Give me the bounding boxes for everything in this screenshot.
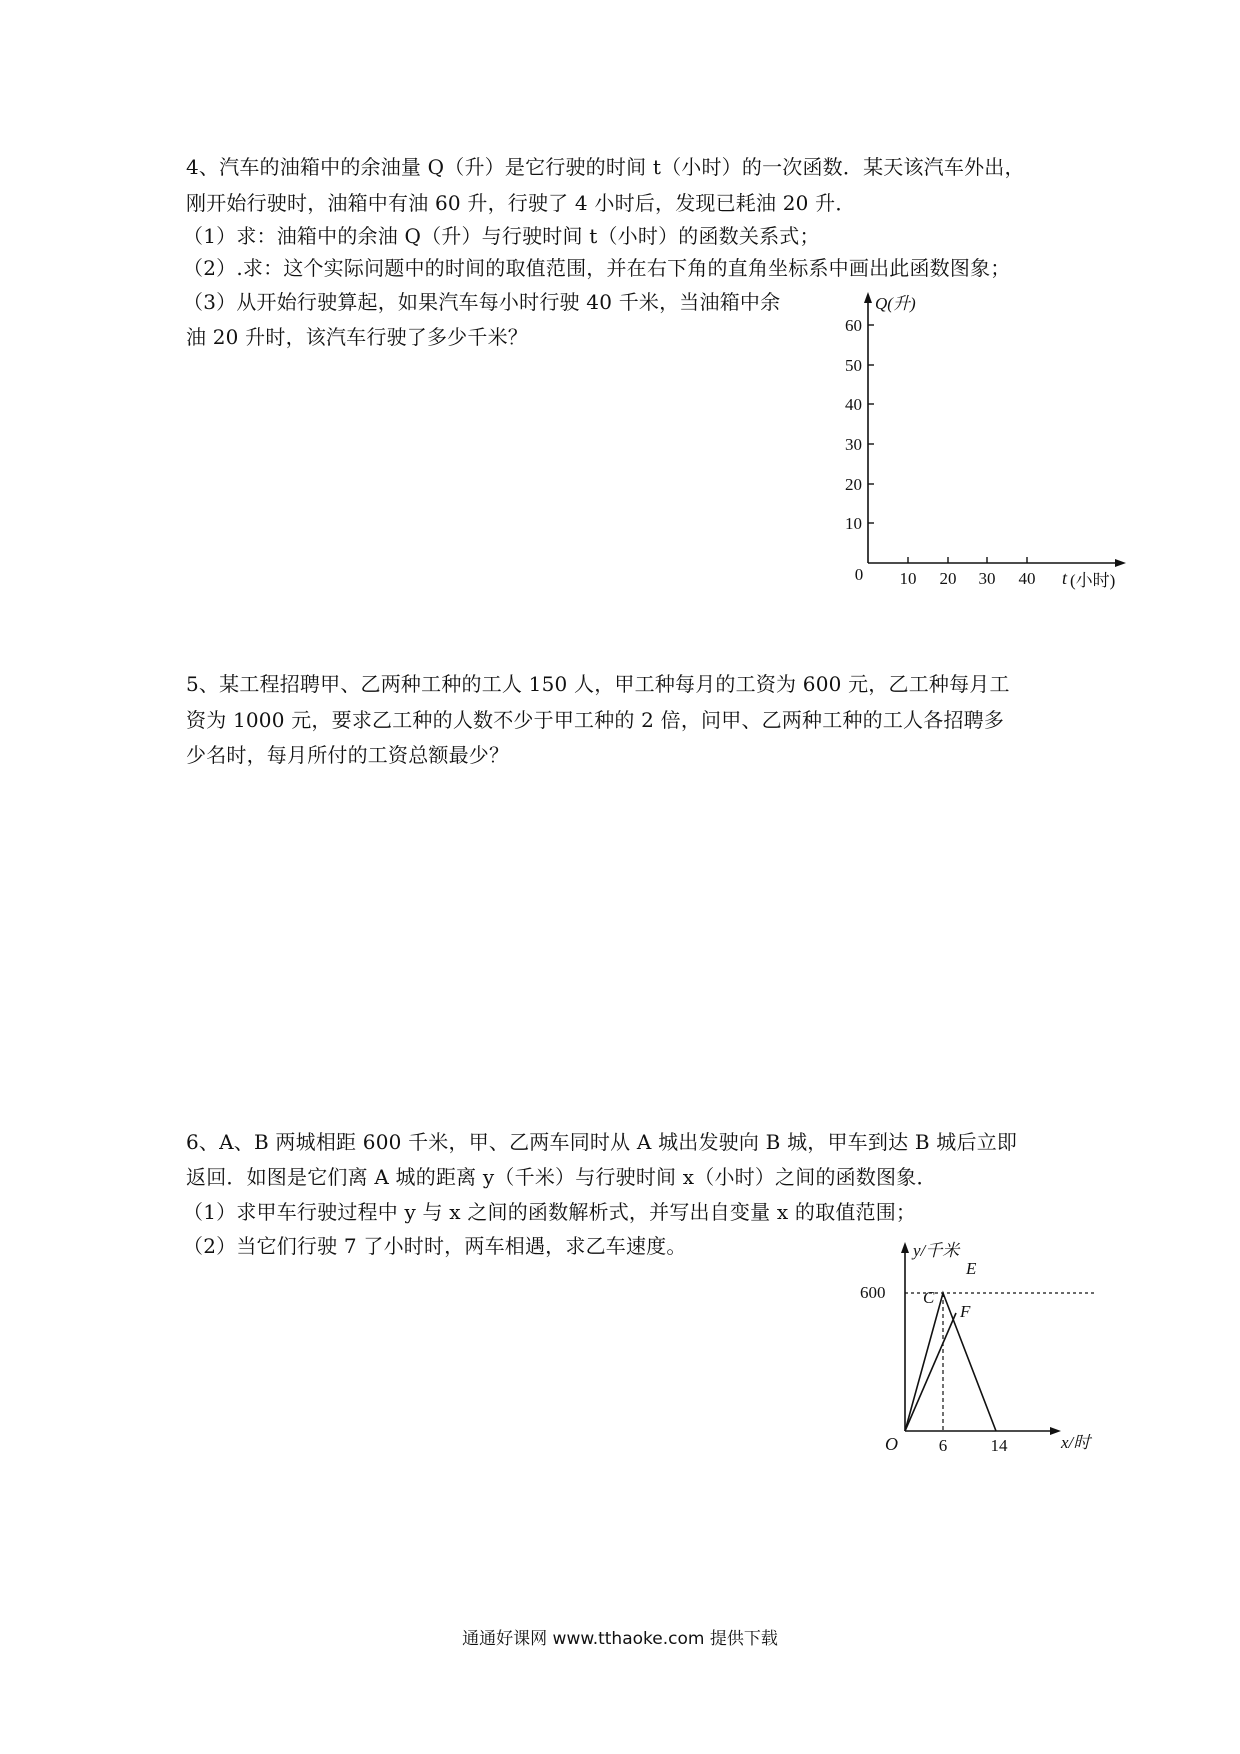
q6-x-axis-arrow [1050, 1427, 1061, 1435]
q6-car-jia-line [905, 1293, 996, 1431]
q4-y-axis-arrow [864, 292, 872, 303]
q6-y-axis-label: y/千米 [913, 1241, 960, 1260]
q4-y-tick-50: 50 [845, 356, 862, 375]
q4-y-tick-marks [868, 325, 874, 523]
page-footer: 通通好课网 www.tthaoke.com 提供下载 [462, 1629, 778, 1649]
q6-point-label-e: E [966, 1259, 977, 1278]
q4-x-tick-20: 20 [939, 569, 957, 588]
q6-line-4: （2）当它们行驶 7 了小时时，两车相遇，求乙车速度。 [183, 1234, 687, 1258]
q6-car-yi-line [905, 1313, 956, 1431]
q6-line-2: 返回．如图是它们离 A 城的距离 y（千米）与行驶时间 x（小时）之间的函数图象． [186, 1165, 937, 1189]
q6-line-1: 6、A、B 两城相距 600 千米，甲、乙两车同时从 A 城出发驶向 B 城，甲车到达 B 城后立即 [186, 1130, 1018, 1154]
q4-x-tick-30: 30 [978, 569, 996, 588]
q4-y-tick-40: 40 [845, 395, 862, 414]
q6-distance-time-figure [855, 1240, 1115, 1465]
q5-line-3: 少名时，每月所付的工资总额最少？ [186, 743, 510, 767]
q6-y-value-600: 600 [860, 1283, 886, 1302]
q6-y-axis-arrow [901, 1242, 909, 1253]
q4-y-tick-60: 60 [845, 316, 862, 335]
q4-line-5: （3）从开始行驶算起，如果汽车每小时行驶 40 千米，当油箱中余 [183, 290, 781, 314]
q4-line-2: 刚开始行驶时，油箱中有油 60 升，行驶了 4 小时后，发现已耗油 20 升． [186, 191, 856, 215]
q6-point-label-c: C [923, 1288, 935, 1307]
q4-line-4: （2）.求：这个实际问题中的时间的取值范围，并在右下角的直角坐标系中画出此函数图象； [183, 256, 1011, 280]
q4-x-axis-arrow [1115, 559, 1126, 567]
q4-line-6: 油 20 升时，该汽车行驶了多少千米？ [186, 325, 528, 349]
q6-line-3: （1）求甲车行驶过程中 y 与 x 之间的函数解析式，并写出自变量 x 的取值范围； [183, 1200, 917, 1224]
q4-line-3: （1）求：油箱中的余油 Q（升）与行驶时间 t（小时）的函数关系式； [183, 224, 820, 248]
q4-y-tick-30: 30 [845, 435, 862, 454]
q4-x-axis-label-var: t [1062, 568, 1068, 588]
q4-x-tick-marks [908, 557, 1027, 563]
q4-y-tick-10: 10 [845, 514, 862, 533]
q4-coordinate-figure [820, 290, 1140, 610]
q6-x-value-6: 6 [938, 1436, 948, 1455]
q6-origin-label: O [885, 1434, 898, 1454]
q4-y-tick-20: 20 [845, 475, 862, 494]
q4-line-1: 4、汽车的油箱中的余油量 Q（升）是它行驶的时间 t（小时）的一次函数．某天该汽车外出， [186, 155, 1025, 179]
q4-y-axis-label: Q(升) [875, 294, 916, 313]
q5-line-1: 5、某工程招聘甲、乙两种工种的工人 150 人，甲工种每月的工资为 600 元，乙工种每月工 [186, 672, 1010, 696]
q5-line-2: 资为 1000 元，要求乙工种的人数不少于甲工种的 2 倍，问甲、乙两种工种的工人各招聘多 [186, 708, 1005, 732]
q4-x-axis-label-unit: (小时) [1070, 571, 1116, 590]
q6-x-value-14: 14 [990, 1436, 1008, 1455]
q4-x-tick-40: 40 [1018, 569, 1036, 588]
q4-x-tick-10: 10 [899, 569, 917, 588]
q6-x-axis-label: x/时 [1061, 1433, 1091, 1452]
q4-origin-label: 0 [854, 565, 864, 584]
q6-point-label-f: F [960, 1302, 971, 1321]
